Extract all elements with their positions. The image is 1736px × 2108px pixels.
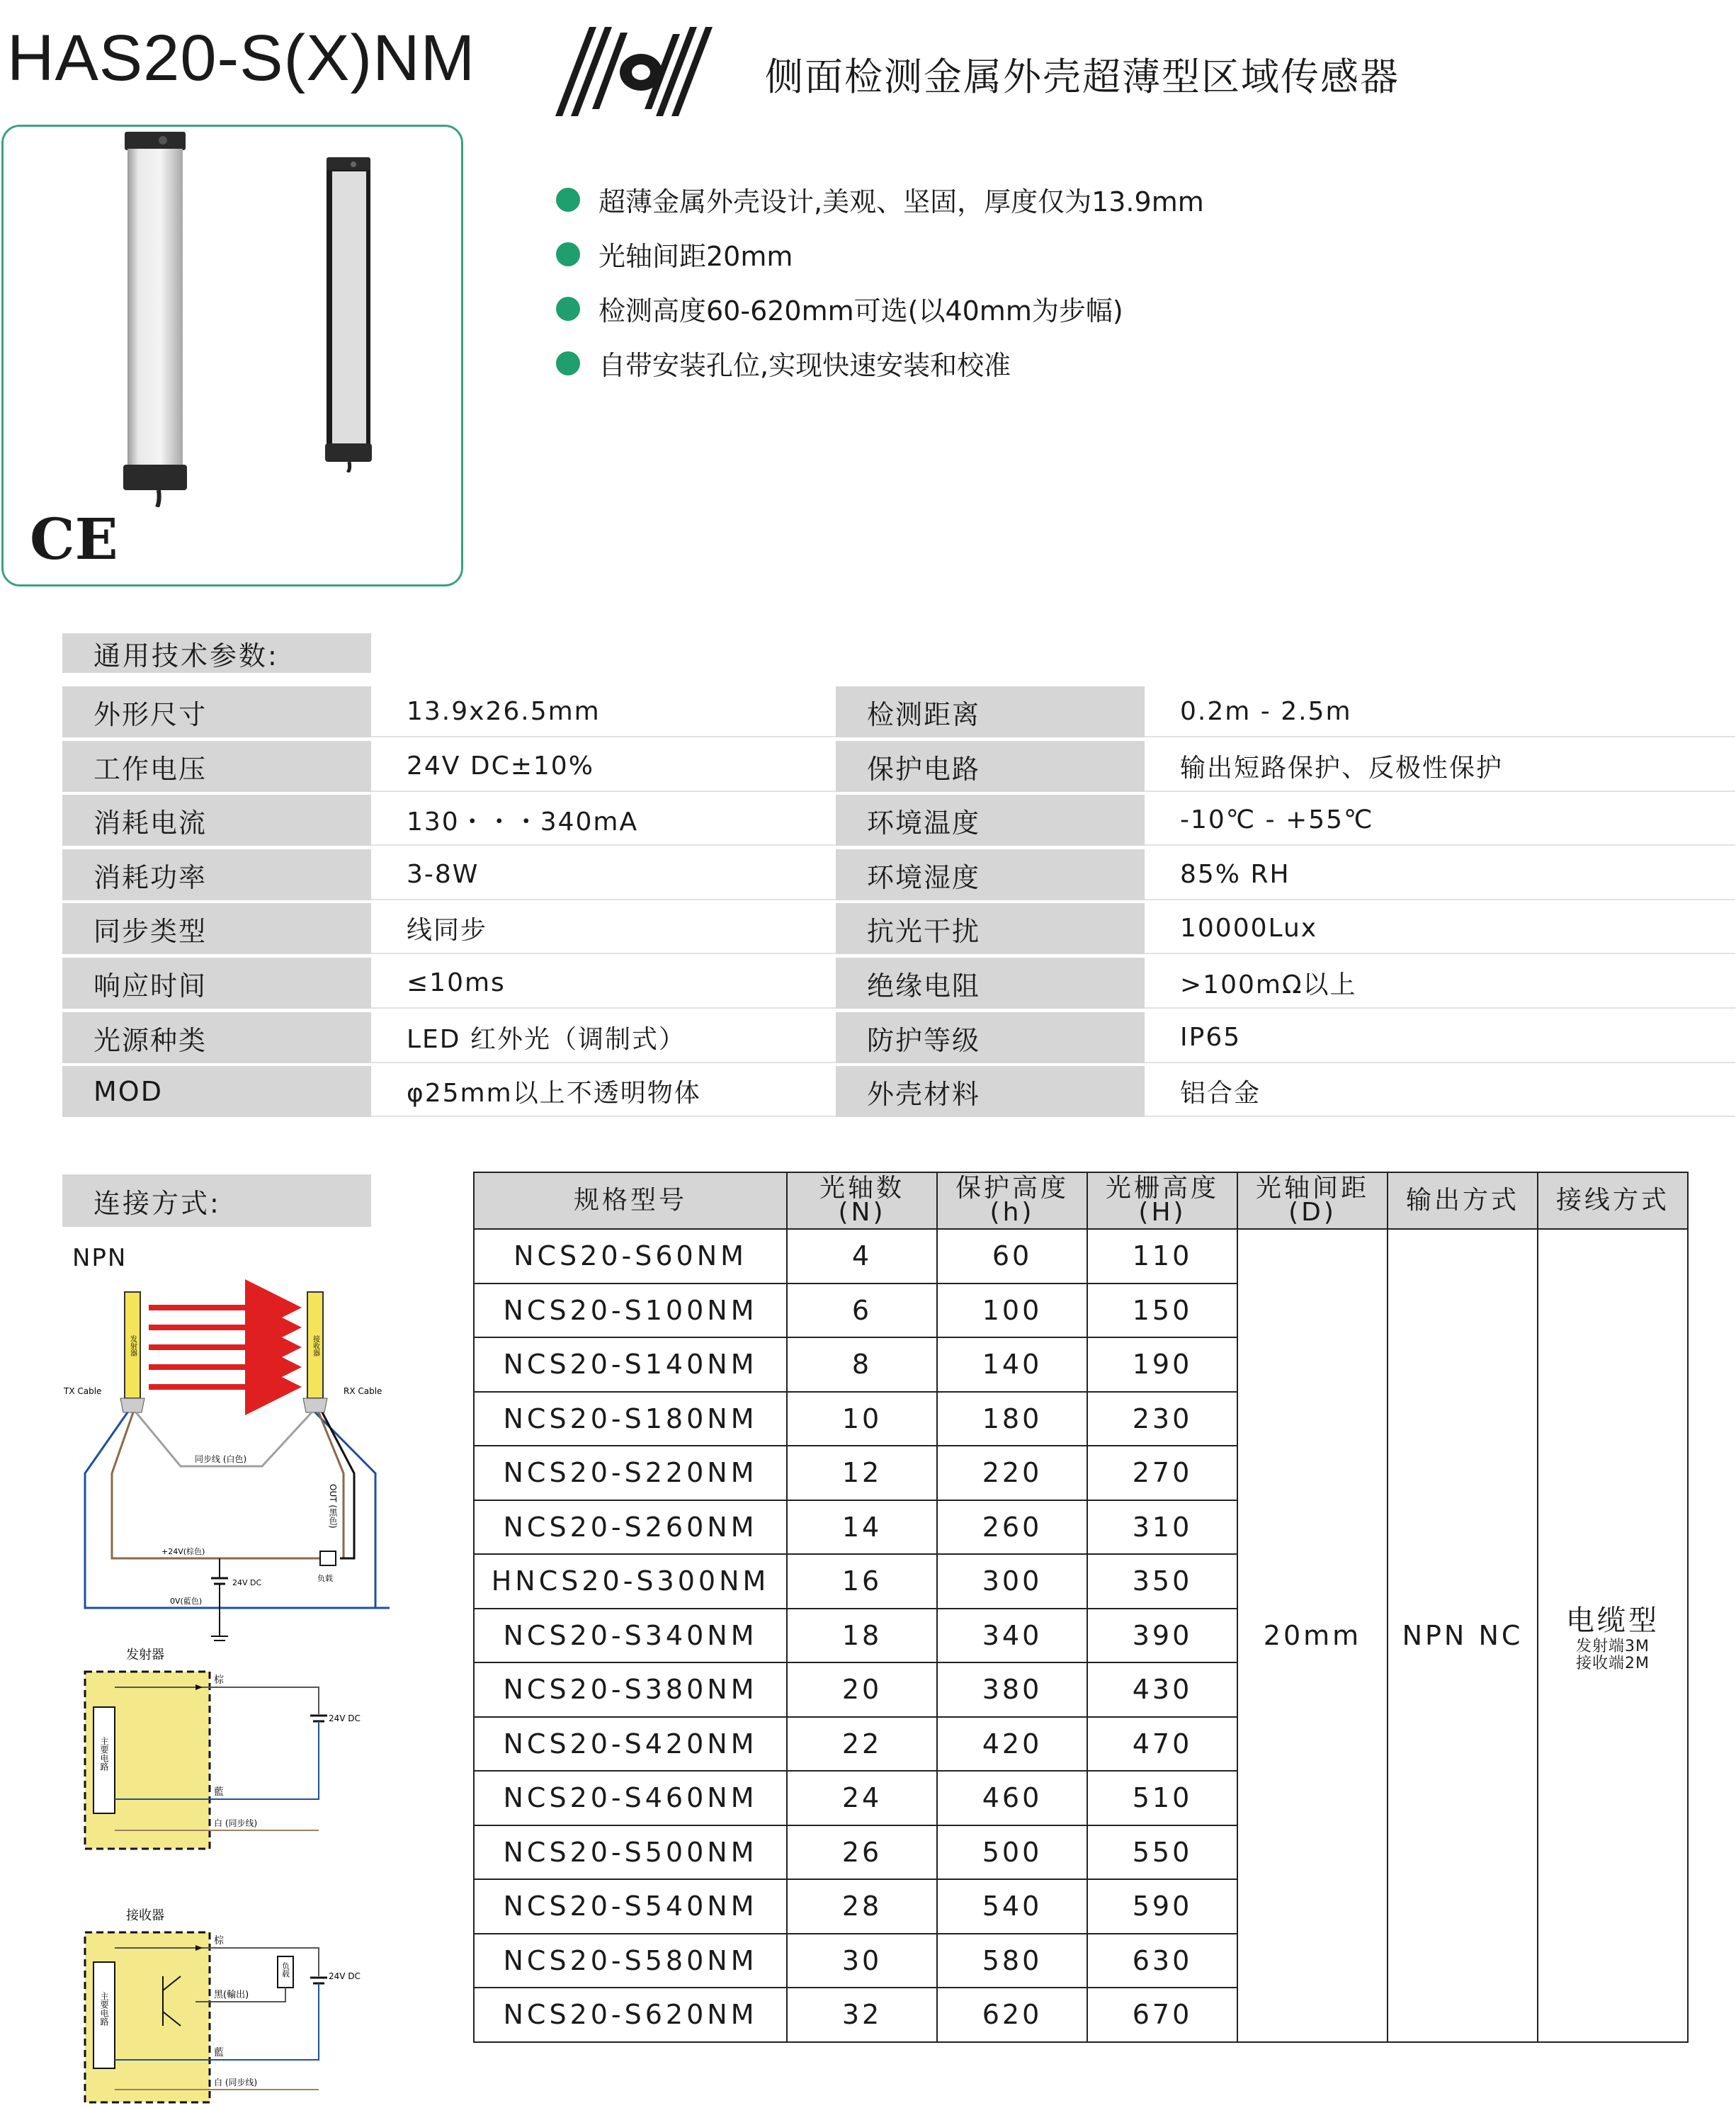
green-bullet-icon xyxy=(556,188,580,212)
cell-H: 550 xyxy=(1087,1825,1237,1880)
receiver-main-circuit-label: 主要电路 xyxy=(99,1992,109,2026)
white-sync-label: 白 (同步线) xyxy=(214,1818,258,1828)
rx-cable-label: RX Cable xyxy=(344,1386,382,1396)
spec-label: 环境温度 xyxy=(836,795,1145,846)
spec-value: >100mΩ以上 xyxy=(1145,958,1735,1009)
receiver-blue-label: 藍 xyxy=(214,2047,224,2058)
cell-n: 26 xyxy=(787,1825,937,1880)
green-bullet-icon xyxy=(556,242,580,266)
cell-model: NCS20-S620NM xyxy=(474,1988,787,2042)
cell-n: 22 xyxy=(787,1717,937,1772)
spec-value: 输出短路保护、反极性保护 xyxy=(1145,741,1735,792)
npn-wiring-diagram xyxy=(57,1240,390,2108)
emitter-sensor-image xyxy=(120,132,191,507)
column-header: 光栅高度 (H) xyxy=(1087,1172,1237,1229)
column-header: 光轴间距 (D) xyxy=(1237,1172,1388,1229)
cell-h: 140 xyxy=(937,1337,1087,1392)
cell-H: 190 xyxy=(1087,1337,1237,1392)
cell-h: 180 xyxy=(937,1392,1087,1446)
spec-value: -10℃ - +55℃ xyxy=(1145,795,1735,846)
spec-value: 24V DC±10% xyxy=(371,741,836,792)
zero-v-label: 0V(藍色) xyxy=(170,1597,203,1606)
cell-h: 340 xyxy=(937,1609,1087,1663)
spec-label: 抗光干扰 xyxy=(836,903,1145,954)
ce-mark-icon: CE xyxy=(30,506,118,572)
cell-model: NCS20-S580NM xyxy=(474,1934,787,1988)
out-wire-label: OUT (黑色) xyxy=(328,1484,338,1529)
spec-value: 130・・・340mA xyxy=(371,795,836,846)
cell-model: NCS20-S260NM xyxy=(474,1500,787,1555)
cell-n: 30 xyxy=(787,1934,937,1988)
spec-label: 检测距离 xyxy=(836,686,1145,737)
cell-model: NCS20-S540NM xyxy=(474,1879,787,1934)
cell-h: 540 xyxy=(937,1879,1087,1934)
wiring-cell xyxy=(1538,1229,1688,2042)
cell-n: 24 xyxy=(787,1771,937,1825)
feature-item: 光轴间距20mm xyxy=(556,234,793,273)
cell-H: 310 xyxy=(1087,1500,1237,1555)
column-header: 光轴数 (N) xyxy=(787,1172,937,1229)
spec-label: 防护等级 xyxy=(836,1012,1145,1063)
diagram-receiver-label: 接收器 xyxy=(311,1335,319,1356)
model-title: HAS20-S(X)NM xyxy=(7,22,476,94)
black-out-label: 黑(輸出) xyxy=(214,1990,249,2000)
spec-label: 消耗功率 xyxy=(62,849,371,900)
sync-wire-label: 同步线 (白色) xyxy=(195,1454,247,1464)
cell-h: 100 xyxy=(937,1284,1087,1338)
cell-H: 590 xyxy=(1087,1879,1237,1934)
column-header: 输出方式 xyxy=(1388,1172,1538,1229)
spec-value: 3-8W xyxy=(371,849,836,900)
cell-h: 60 xyxy=(937,1229,1087,1284)
cell-H: 430 xyxy=(1087,1662,1237,1717)
cell-model: NCS20-S500NM xyxy=(474,1825,787,1880)
cell-H: 470 xyxy=(1087,1717,1237,1772)
cell-model: HNCS20-S300NM xyxy=(474,1554,787,1609)
cell-H: 150 xyxy=(1087,1284,1237,1338)
tx-cable-label: TX Cable xyxy=(64,1386,102,1396)
cell-n: 32 xyxy=(787,1988,937,2042)
diagram-emitter-label: 发射器 xyxy=(128,1335,137,1356)
cell-H: 390 xyxy=(1087,1609,1237,1663)
cell-n: 4 xyxy=(787,1229,937,1284)
cell-H: 270 xyxy=(1087,1446,1237,1500)
spec-value: 13.9x26.5mm xyxy=(371,686,836,737)
cell-model: NCS20-S180NM xyxy=(474,1392,787,1446)
cell-H: 110 xyxy=(1087,1229,1237,1284)
cell-n: 18 xyxy=(787,1609,937,1663)
spec-value: IP65 xyxy=(1145,1012,1735,1063)
cell-h: 300 xyxy=(937,1554,1087,1609)
spec-value: 0.2m - 2.5m xyxy=(1145,686,1735,737)
cell-h: 460 xyxy=(937,1771,1087,1825)
emitter-title: 发射器 xyxy=(126,1648,164,1662)
cell-h: 220 xyxy=(937,1446,1087,1500)
sensor-wave-logo-icon xyxy=(552,26,722,118)
cell-n: 20 xyxy=(787,1662,937,1717)
receiver-title: 接收器 xyxy=(126,1908,164,1923)
spec-value: 85% RH xyxy=(1145,849,1735,900)
spacing-cell: 20mm xyxy=(1237,1229,1388,2042)
spec-label: 外形尺寸 xyxy=(62,686,371,737)
spec-value: ≤10ms xyxy=(371,958,836,1009)
cell-model: NCS20-S60NM xyxy=(474,1229,787,1284)
cell-h: 260 xyxy=(937,1500,1087,1555)
cell-H: 230 xyxy=(1087,1392,1237,1446)
spec-value: 铝合金 xyxy=(1145,1066,1735,1117)
feature-item: 检测高度60-620mm可选(以40mm为步幅) xyxy=(556,289,1123,328)
cell-model: NCS20-S220NM xyxy=(474,1446,787,1500)
spec-label: 同步类型 xyxy=(62,903,371,954)
brown-wire-label: 棕 xyxy=(214,1674,224,1686)
output-cell: NPN NC xyxy=(1388,1229,1538,2042)
plus24-label: +24V(棕色) xyxy=(161,1547,205,1556)
emitter-dc24-label: 24V DC xyxy=(329,1713,361,1723)
column-header: 规格型号 xyxy=(474,1172,787,1229)
blue-wire-label: 藍 xyxy=(214,1786,224,1798)
cell-n: 16 xyxy=(787,1554,937,1609)
model-spec-table xyxy=(473,1172,1689,2043)
cell-n: 6 xyxy=(787,1284,937,1338)
spec-label: 光源种类 xyxy=(62,1012,371,1063)
spec-label: 外壳材料 xyxy=(836,1066,1145,1117)
column-header: 保护高度 (h) xyxy=(937,1172,1087,1229)
spec-value: 10000Lux xyxy=(1145,903,1735,954)
load-label: 负载 xyxy=(317,1574,333,1583)
cell-n: 8 xyxy=(787,1337,937,1392)
cell-H: 510 xyxy=(1087,1771,1237,1825)
cell-n: 14 xyxy=(787,1500,937,1555)
receiver-white-sync-label: 白 (同步线) xyxy=(214,2078,258,2087)
spec-label: 响应时间 xyxy=(62,958,371,1009)
connection-section-title: 连接方式: xyxy=(62,1174,371,1227)
cell-H: 670 xyxy=(1087,1988,1237,2042)
wiring-type: 电缆型 xyxy=(1566,1604,1660,1638)
spec-label: MOD xyxy=(62,1066,371,1117)
green-bullet-icon xyxy=(556,297,580,321)
load-box-label: 负载 xyxy=(280,1962,290,1978)
cell-model: NCS20-S420NM xyxy=(474,1717,787,1772)
spec-value: φ25mm以上不透明物体 xyxy=(371,1066,836,1117)
cell-h: 620 xyxy=(937,1988,1087,2042)
cell-h: 420 xyxy=(937,1717,1087,1772)
green-bullet-icon xyxy=(556,351,580,375)
cell-model: NCS20-S100NM xyxy=(474,1284,787,1338)
cell-h: 500 xyxy=(937,1825,1087,1880)
spec-label: 绝缘电阻 xyxy=(836,958,1145,1009)
column-header: 接线方式 xyxy=(1538,1172,1688,1229)
spec-section-title: 通用技术参数: xyxy=(62,633,371,673)
main-circuit-label: 主要电路 xyxy=(99,1737,109,1771)
feature-item: 超薄金属外壳设计,美观、坚固，厚度仅为13.9mm xyxy=(556,180,1204,219)
cell-n: 12 xyxy=(787,1446,937,1500)
cell-n: 28 xyxy=(787,1879,937,1934)
spec-label: 保护电路 xyxy=(836,741,1145,792)
cell-h: 580 xyxy=(937,1934,1087,1988)
wiring-emitter-length: 发射端3M xyxy=(1576,1638,1650,1656)
connection-type-label: NPN xyxy=(72,1244,127,1272)
cell-model: NCS20-S340NM xyxy=(474,1609,787,1663)
product-subtitle: 侧面检测金属外壳超薄型区域传感器 xyxy=(765,55,1400,99)
spec-label: 消耗电流 xyxy=(62,795,371,846)
spec-label: 环境湿度 xyxy=(836,849,1145,900)
spec-label: 工作电压 xyxy=(62,741,371,792)
receiver-brown-label: 棕 xyxy=(214,1935,224,1946)
receiver-dc24-label: 24V DC xyxy=(329,1971,361,1981)
cell-h: 380 xyxy=(937,1662,1087,1717)
dc24-label: 24V DC xyxy=(232,1578,262,1587)
feature-item: 自带安装孔位,实现快速安装和校准 xyxy=(556,344,1011,382)
wiring-receiver-length: 接收端2M xyxy=(1576,1655,1650,1673)
table-header-row xyxy=(474,1172,1688,1229)
cell-model: NCS20-S140NM xyxy=(474,1337,787,1392)
cell-H: 350 xyxy=(1087,1554,1237,1609)
spec-value: 线同步 xyxy=(371,903,836,954)
cell-n: 10 xyxy=(787,1392,937,1446)
receiver-sensor-image xyxy=(322,157,375,472)
table-row xyxy=(474,1229,1688,1284)
cell-model: NCS20-S460NM xyxy=(474,1771,787,1825)
cell-H: 630 xyxy=(1087,1934,1237,1988)
cell-model: NCS20-S380NM xyxy=(474,1662,787,1717)
spec-value: LED 红外光（调制式） xyxy=(371,1012,836,1063)
